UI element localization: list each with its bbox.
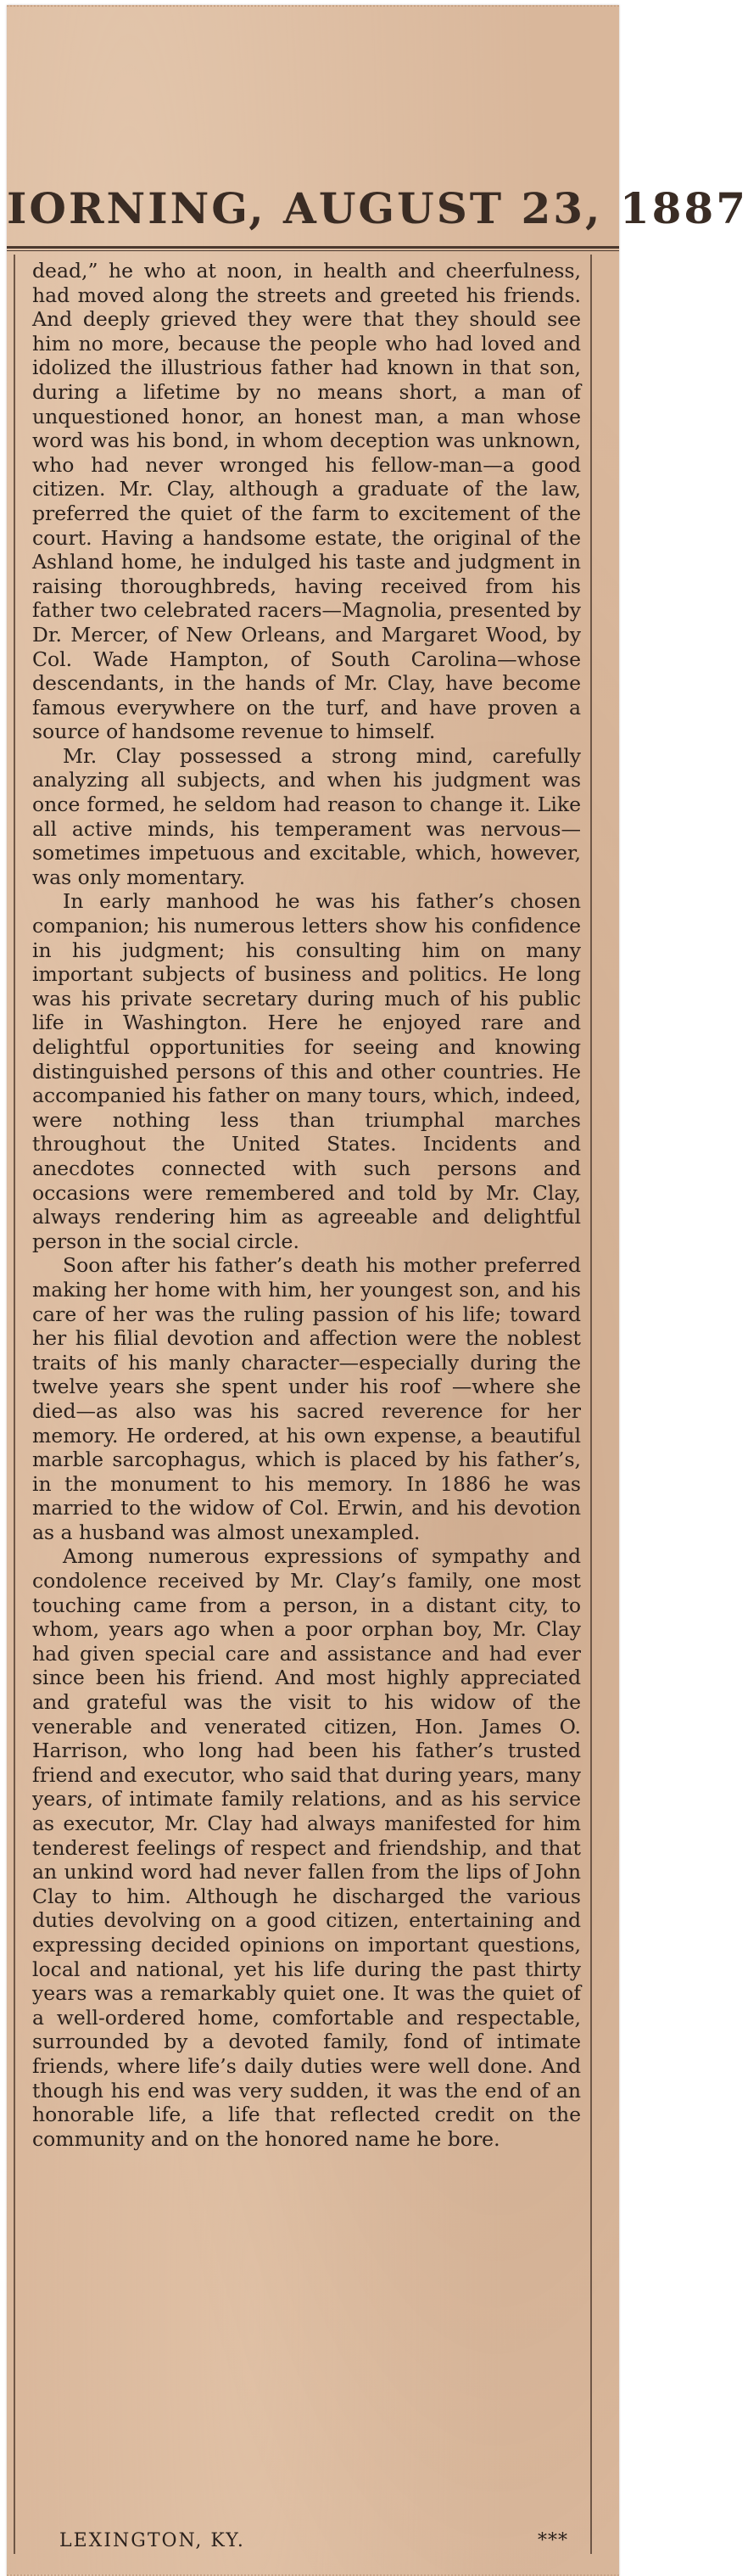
article-paragraph: Soon after his father’s death his mother preferred making her home with him, her youngest son, and his care of her was the ruling passion of his life; toward her his filial devotion and affection were the noblest traits of his manly character—especially during the twelve years she spent under his roof —where she died—as also was his sacred reverence for her memory. He ordered, at his own expense, a beautiful marble sarcophagus, which is placed by his father’s, in the monument to his memory. In 1886 he was married to the widow of Col. Erwin, and his devotion as a husband was almost unexampled. — [32, 1253, 581, 1544]
column-border-right — [590, 255, 592, 2554]
dateline-stars: *** — [538, 2530, 568, 2551]
dateline — [59, 2530, 568, 2551]
masthead-rule — [7, 246, 619, 249]
masthead-rule-thin — [7, 250, 619, 251]
dateline-place: LEXINGTON, KY. — [59, 2530, 245, 2551]
newspaper-clipping — [7, 5, 748, 2576]
column-border-left — [14, 255, 15, 2554]
article-paragraph: In early manhood he was his father’s chosen companion; his numerous letters show his confidence in his judgment; his consulting him on many important subjects of business and politics. He long was his private secretary during much of his public life in Washington. Here he enjoyed rare and delightful opportunities for seeing and knowing distinguished persons of this and other countries. He accompanied his father on many tours, which, indeed, were nothing less than triumphal marches throughout the United States. Incidents and anecdotes connected with such persons and occasions were remembered and told by Mr. Clay, always rendering him as agreeable and delightful person in the social circle. — [32, 889, 581, 1253]
article-paragraph: dead,” he who at noon, in health and cheerfulness, had moved along the streets and greeted his friends. And deeply grieved they were that they should see him no more, because the people who had loved and idolized the illustrious father had known in that son, during a lifetime by no means short, a man of unquestioned honor, an honest man, a man whose word was his bond, in whom deception was unknown, who had never wronged his fellow-man—a good citizen. Mr. Clay, although a graduate of the law, preferred the quiet of the farm to excitement of the court. Having a handsome estate, the original of the Ashland home, he indulged his taste and judgment in raising thoroughbreds, having received from his father two celebrated racers—Magnolia, presented by Dr. Mercer, of New Orleans, and Margaret Wood, by Col. Wade Hampton, of South Carolina—whose descendants, in the hands of Mr. Clay, have become famous everywhere on the turf, and have proven a source of handsome revenue to himself. — [32, 259, 581, 744]
masthead — [7, 176, 748, 239]
masthead-title: IORNING, AUGUST 23, 1887 — [7, 183, 748, 233]
article-paragraph: Among numerous expressions of sympathy and condolence received by Mr. Clay’s family, one most touching came from a person, in a distant city, to whom, years ago when a poor orphan boy, Mr. Clay had given special care and assistance and had ever since been his friend. And most highly appreciated and grateful was the visit to his widow of the venerable and venerated citizen, Hon. James O. Harrison, who long had been his father’s trusted friend and executor, who said that during years, many years, of intimate family relations, and as his service as executor, Mr. Clay had always manifested for him tenderest feelings of respect and friendship, and that an unkind word had never fallen from the lips of John Clay to him. Although he discharged the various duties devolving on a good citizen, entertaining and expressing decided opinions on important questions, local and national, yet his life during the past thirty years was a remarkably quiet one. It was the quiet of a well-ordered home, comfortable and respectable, surrounded by a devoted family, fond of intimate friends, where life’s daily duties were well done. And though his end was very sudden, it was the end of an honorable life, a life that reflected credit on the community and on the honored name he bore. — [32, 1544, 581, 2151]
article-body — [32, 259, 581, 2151]
article-paragraph: Mr. Clay possessed a strong mind, carefully analyzing all subjects, and when his judgment was once formed, he seldom had reason to change it. Like all active minds, his temperament was nervous—sometimes impetuous and excitable, which, however, was only momentary. — [32, 743, 581, 889]
